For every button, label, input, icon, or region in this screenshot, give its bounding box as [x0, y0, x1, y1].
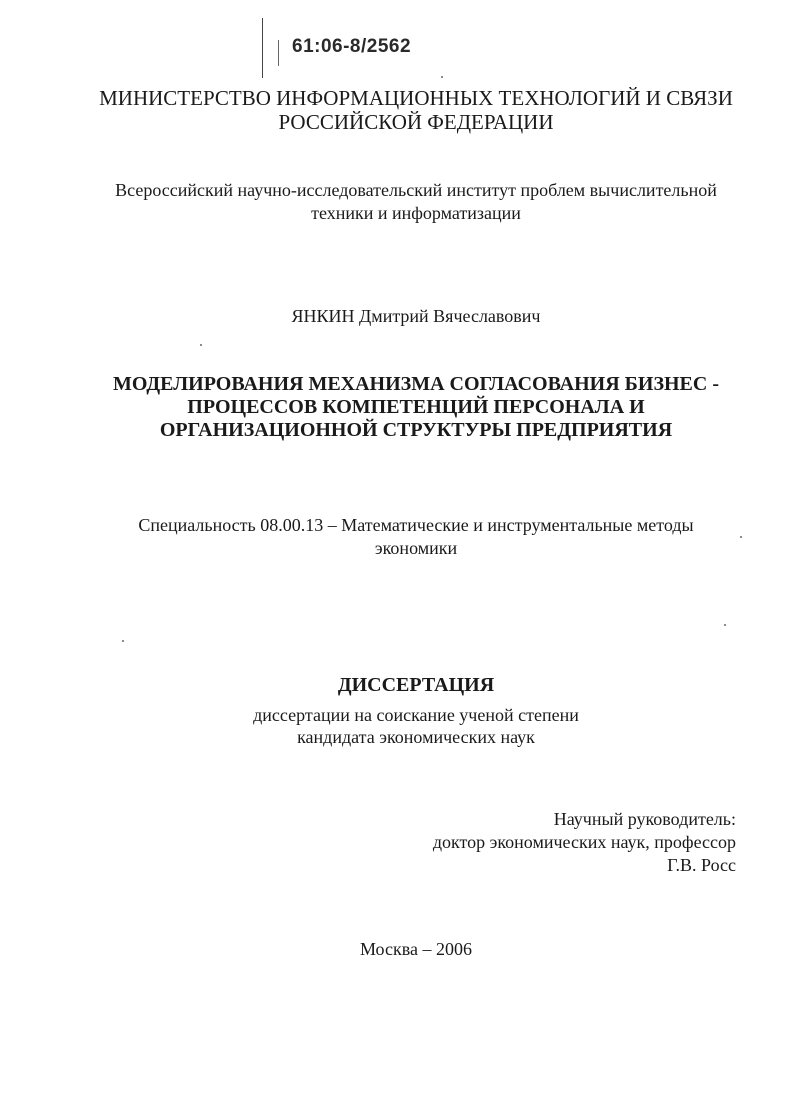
- dissertation-title: [90, 373, 742, 442]
- title-line-2: ПРОЦЕССОВ КОМПЕТЕНЦИЙ ПЕРСОНАЛА И: [187, 396, 645, 418]
- supervisor-block: [433, 808, 736, 877]
- ministry-line-1: МИНИСТЕРСТВО ИНФОРМАЦИОННЫХ ТЕХНОЛОГИЙ И СВЯЗИ: [99, 86, 733, 110]
- title-line-1: МОДЕЛИРОВАНИЯ МЕХАНИЗМА СОГЛАСОВАНИЯ БИЗНЕС -: [112, 373, 720, 395]
- scan-speck: [740, 536, 742, 538]
- scan-speck: [724, 624, 726, 626]
- scan-speck: [441, 76, 443, 78]
- scan-speck: [122, 640, 124, 642]
- degree-line-1: диссертации на соискание ученой степени: [253, 705, 579, 725]
- institute-line-1: Всероссийский научно-исследовательский институт проблем вычислительной: [115, 180, 717, 200]
- specialty-line-1: Специальность 08.00.13 – Математические и инструментальные методы: [138, 515, 694, 535]
- scan-rule-right: [278, 40, 279, 66]
- scan-rule-left: [262, 18, 263, 78]
- supervisor-credentials: доктор экономических наук, профессор: [432, 832, 736, 852]
- ministry-line-2: РОССИЙСКОЙ ФЕДЕРАЦИИ: [278, 110, 554, 134]
- thesis-type: ДИССЕРТАЦИЯ: [337, 674, 495, 696]
- ministry-heading: [60, 86, 772, 134]
- institute-name: [60, 179, 772, 225]
- author-name: ЯНКИН Дмитрий Вячеславович: [291, 306, 541, 326]
- city-year: Москва – 2006: [360, 939, 472, 959]
- specialty: [70, 514, 762, 560]
- specialty-line-2: экономики: [374, 538, 458, 558]
- supervisor-label: Научный руководитель:: [553, 809, 736, 829]
- archive-code: 61:06-8/2562: [292, 36, 412, 57]
- supervisor-name: Г.В. Росс: [667, 855, 736, 875]
- degree-statement: [60, 704, 772, 748]
- degree-line-2: кандидата экономических наук: [297, 727, 535, 747]
- title-line-3: ОРГАНИЗАЦИОННОЙ СТРУКТУРЫ ПРЕДПРИЯТИЯ: [159, 419, 673, 441]
- scan-speck: [200, 344, 202, 346]
- institute-line-2: техники и информатизации: [311, 203, 521, 223]
